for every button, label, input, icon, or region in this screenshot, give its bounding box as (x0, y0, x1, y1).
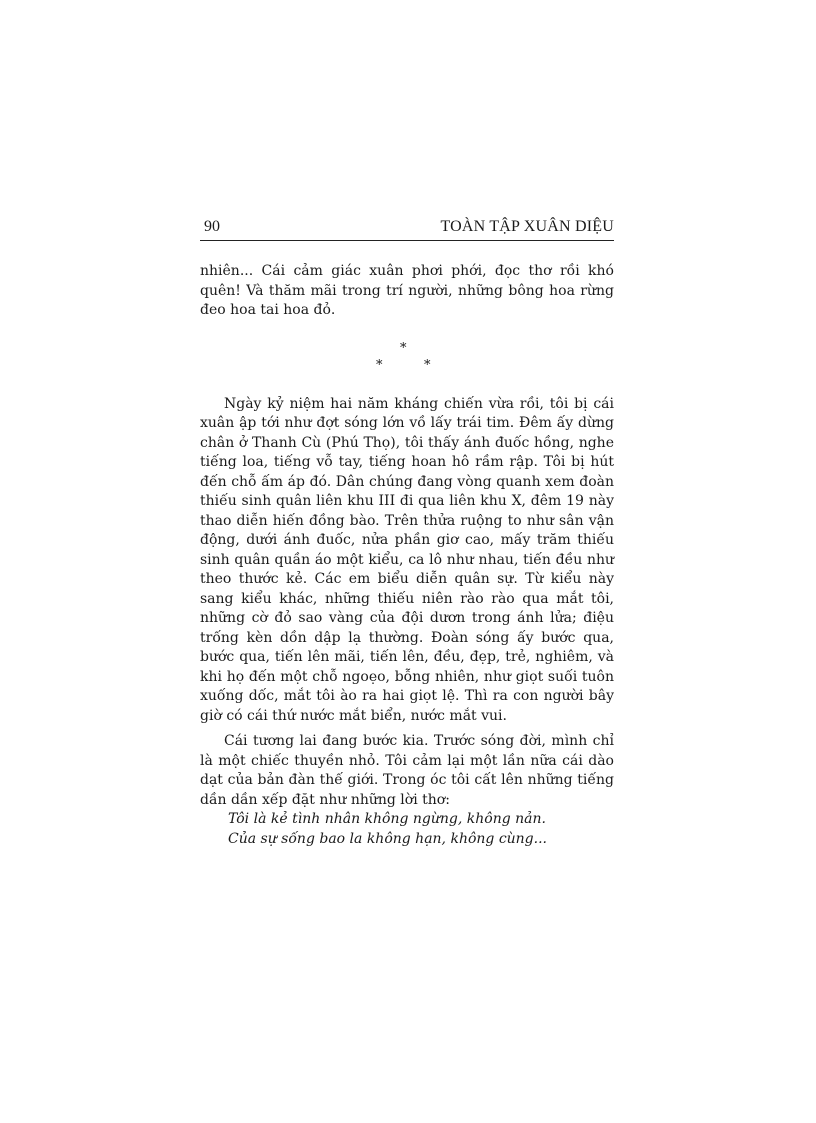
paragraph: Ngày kỷ niệm hai năm kháng chiến vừa rồi, tôi bị cái xuân ập tới như đợt sóng lớn vồ lấy trái tim. Đêm ấy dừng chân ở Thanh Cù (Phú Thọ), tôi thấy ánh đuốc hồng, nghe tiếng loa, tiếng vỗ tay, tiếng hoan hô rầm rập. Tôi bị hút đến chỗ ấm áp đó. Dân chúng đang vòng quanh xem đoàn thiếu sinh quân liên khu III đi qua liên khu X, đêm 19 này thao diễn hiến đồng bào. Trên thửa ruộng to như sân vận động, dưới ánh đuốc, nửa phần giơ cao, mấy trăm thiếu sinh quân quần áo một kiểu, ca lô như nhau, tiến đều như theo thước kẻ. Các em biểu diễn quân sự. Từ kiểu này sang kiểu khác, những thiếu niên rào rào qua mắt tôi, những cờ đỏ sao vàng của đội dươn trong ánh lửa; điệu trống kèn dồn dập lạ thường. Đoàn sóng ấy bước qua, bước qua, tiến lên mãi, tiến lên, đều, đẹp, trẻ, nghiêm, và khi họ đến một chỗ ngoẹo, bỗng nhiên, như giọt suối tuôn xuống dốc, mắt tôi ào ra hai giọt lệ. Thì ra con người bây giờ có cái thứ nước mắt biển, nước mắt vui. (200, 395, 614, 724)
asterisk-ornament: * (376, 357, 383, 373)
verse-line: Của sự sống bao la không hạn, không cùng... (228, 830, 547, 847)
paragraph-continuation: nhiên... Cái cảm giác xuân phơi phới, đọc thơ rồi khó quên! Và thăm mãi trong trí người, những bông hoa rừng đeo hoa tai hoa đỏ. (200, 263, 614, 318)
section-separator (200, 321, 614, 387)
page-number: 90 (204, 218, 220, 235)
asterisk-ornament: * (400, 340, 407, 356)
body-text (200, 262, 614, 849)
paragraph: Cái tương lai đang bước kia. Trước sóng đời, mình chỉ là một chiếc thuyền nhỏ. Tôi cảm lại một lần nữa cái dào dạt của bản đàn thế giới. Trong óc tôi cất lên những tiếng dần dần xếp đặt như những lời thơ: (200, 733, 614, 808)
asterisk-ornament: * (424, 357, 431, 373)
running-title: TOÀN TẬP XUÂN DIỆU (440, 218, 614, 235)
verse-line: Tôi là kẻ tình nhân không ngừng, không nản. (228, 811, 546, 827)
page-header (200, 216, 614, 241)
